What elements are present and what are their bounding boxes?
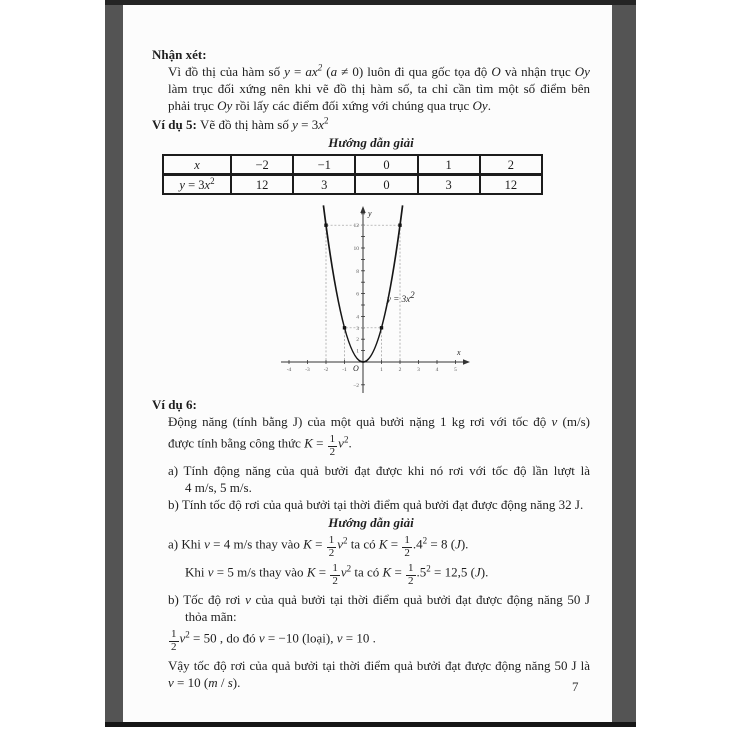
conclusion-line: v = 10 (m / s). xyxy=(168,675,241,691)
section-heading-nhan-xet: Nhận xét: xyxy=(152,47,207,62)
x-axis-arrow-icon xyxy=(463,359,470,364)
solution-heading: Hướng dẫn giải xyxy=(328,135,414,150)
solution-heading: Hướng dẫn giải xyxy=(328,515,414,531)
svg-text:1: 1 xyxy=(356,348,359,355)
fraction: $\frac{1}{2}$ xyxy=(404,534,410,559)
paragraph-line: Vì đồ thị của hàm số $y = ax^2$ (a ≠ 0) luôn đi qua gốc tọa độ O và nhận trục Oy xyxy=(168,62,590,79)
y-axis-label: y xyxy=(368,209,372,218)
item-b-line: b) Tính tốc độ rơi của quả bưởi tại thời điểm quả bưởi đạt được động năng 32 J. xyxy=(168,497,584,513)
table-cell: 2 xyxy=(480,155,542,175)
svg-text:2: 2 xyxy=(398,367,402,373)
svg-text:8: 8 xyxy=(356,268,359,275)
svg-text:3: 3 xyxy=(417,367,420,373)
conclusion-line: Vậy tốc độ rơi của quả bưởi tại thời điểm quả bưởi đạt được động năng 50 J là xyxy=(168,658,590,674)
table-cell: −1 xyxy=(293,155,355,175)
svg-text:-3: -3 xyxy=(305,367,310,373)
scanned-page-photo xyxy=(105,0,636,727)
table-cell: 12 xyxy=(480,175,542,195)
fraction: $\frac{1}{2}$ xyxy=(328,534,335,559)
table-cell: 3 xyxy=(293,175,355,195)
table-cell: 12 xyxy=(231,175,293,195)
table-row xyxy=(163,175,542,195)
origin-label: O xyxy=(353,364,359,373)
item-a-line: 4 m/s, 5 m/s. xyxy=(185,480,252,496)
example-5-title: Ví dụ 5: Vẽ đồ thị hàm số $y = 3x^2$ xyxy=(152,115,329,132)
paragraph-line: Động năng (tính bằng J) của một quả bưởi nặng 1 kg rơi với tốc độ v (m/s) xyxy=(168,414,590,429)
table-cell: 0 xyxy=(355,175,417,195)
curve-equation-label: y = 3x2 xyxy=(387,290,415,304)
page-content xyxy=(123,5,612,691)
photo-bottom-edge xyxy=(105,722,636,727)
fraction: $\frac{1}{2}$ xyxy=(408,562,414,587)
solution-b-line: thỏa mãn: xyxy=(185,609,237,625)
table-cell: 1 xyxy=(418,155,480,175)
graph-canvas xyxy=(275,205,475,395)
svg-text:6: 6 xyxy=(356,291,359,298)
svg-text:3: 3 xyxy=(356,325,359,332)
y-axis-arrow-icon xyxy=(360,206,365,213)
table-cell-x-label: x xyxy=(163,155,231,175)
formula-line: được tính bằng công thức K = $\frac{1}{2}$ $v^2$. xyxy=(168,433,352,458)
document-page xyxy=(123,5,612,722)
solution-b-line: b) Tốc độ rơi v của quả bưởi tại thời điểm quả bưởi đạt được động năng 50 J xyxy=(168,592,590,608)
svg-text:-1: -1 xyxy=(342,367,347,373)
page-number: 7 xyxy=(572,679,579,694)
solution-a-line: a) Khi v = 4 m/s thay vào K = $\frac{1}{2}$ $v^2$ ta có K = $\frac{1}{2}$ $.4^2 = 8$ (J). xyxy=(168,534,469,559)
paragraph-line: phải trục Oy rồi lấy các điểm đối xứng với chúng qua trục Oy. xyxy=(168,98,491,113)
x-axis-label: x xyxy=(457,348,461,357)
svg-text:4: 4 xyxy=(356,314,359,321)
item-a-line: a) Tính động năng của quả bưởi đạt được khi nó rơi với tốc độ lần lượt là xyxy=(168,463,590,479)
fraction: $\frac{1}{2}$ xyxy=(329,433,336,458)
solution-equation: $\frac{1}{2}$ $v^2 = 50$ , do đó v = −10 (loại), v = 10 . xyxy=(171,628,376,653)
svg-text:10: 10 xyxy=(353,246,359,252)
parabola-graph xyxy=(275,205,475,395)
svg-text:-4: -4 xyxy=(286,367,292,373)
paragraph-line: làm trục đối xứng nên khi vẽ đồ thị hàm số, ta chỉ cần tìm một số điểm bên xyxy=(168,81,590,96)
value-table xyxy=(162,154,543,195)
table-cell: 0 xyxy=(355,155,417,175)
section-heading-vi-du-6: Ví dụ 6: xyxy=(152,397,197,412)
svg-text:12: 12 xyxy=(353,223,359,230)
table-cell: 3 xyxy=(418,175,480,195)
svg-text:2: 2 xyxy=(356,337,359,344)
svg-text:1: 1 xyxy=(380,367,383,373)
svg-text:5: 5 xyxy=(454,367,457,373)
solution-a-line: Khi v = 5 m/s thay vào K = $\frac{1}{2}$ $v^2$ ta có K = $\frac{1}{2}$ $.5^2 = 12,5$ (J). xyxy=(185,562,489,587)
fraction: $\frac{1}{2}$ xyxy=(171,628,177,653)
svg-text:4: 4 xyxy=(435,367,439,373)
table-cell: −2 xyxy=(231,155,293,175)
table-row xyxy=(163,155,542,175)
svg-text:−2: −2 xyxy=(353,382,359,389)
table-cell-y-label: $y = 3x^2$ xyxy=(163,175,231,195)
svg-text:-2: -2 xyxy=(323,367,329,373)
fraction: $\frac{1}{2}$ xyxy=(332,562,338,587)
